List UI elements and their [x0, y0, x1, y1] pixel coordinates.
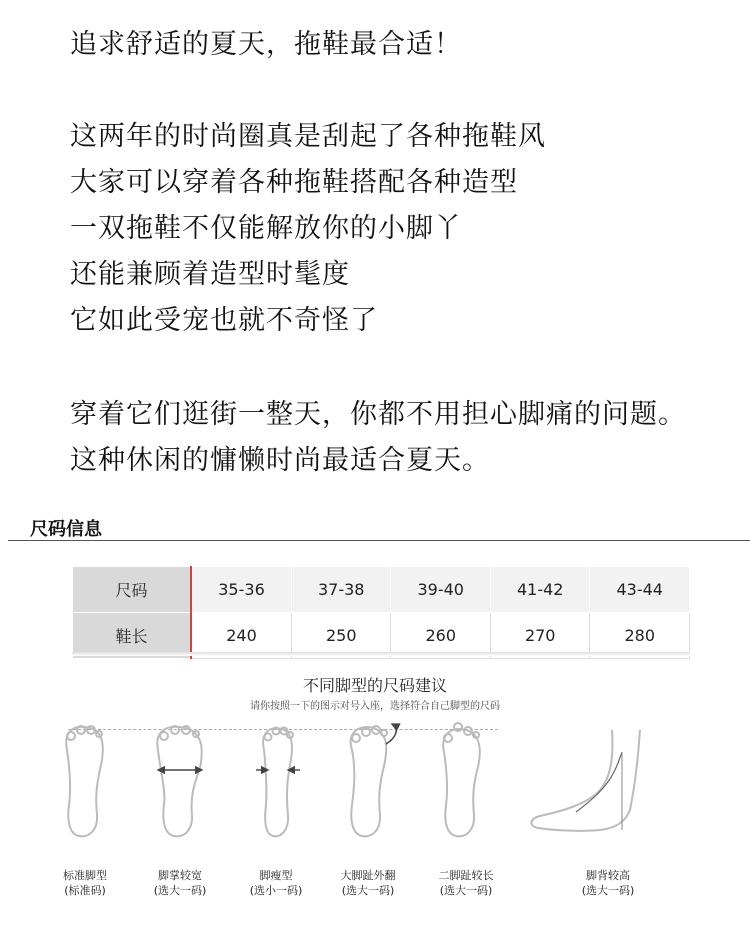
foot-type-advice: (标准码): [64, 884, 106, 897]
table-row: [73, 567, 690, 613]
thin-foot-icon: [263, 728, 293, 837]
table-cell: 39-40: [391, 567, 490, 613]
foot-type-name: 脚瘦型: [259, 869, 293, 882]
foot-caption: [130, 868, 230, 898]
paragraph-line: 这种休闲的慵懒时尚最适合夏天。: [70, 445, 490, 476]
foot-type-advice: (选大一码): [341, 884, 395, 897]
foot-caption: [226, 868, 326, 898]
table-shadow: [72, 652, 690, 656]
paragraph-2: [70, 392, 686, 484]
table-cell: 37-38: [292, 567, 391, 613]
foot-type-advice: (选大一码): [153, 884, 207, 897]
headline: [70, 22, 462, 68]
high-instep-foot-icon: [531, 730, 640, 831]
paragraph-line: 它如此受宠也就不奇怪了: [70, 305, 378, 336]
foot-caption: [416, 868, 516, 898]
table-cell: 280: [590, 613, 690, 659]
foot-caption: [558, 868, 658, 898]
foot-type-advice: (选小一码): [249, 884, 303, 897]
table-cell: 240: [191, 613, 292, 659]
long-second-toe-foot-icon: [443, 723, 480, 836]
row-label: 鞋长: [73, 613, 192, 659]
bunion-foot-icon: [351, 724, 397, 836]
foot-caption: [318, 868, 418, 898]
foot-guide-title: 不同脚型的尺码建议: [302, 676, 447, 695]
paragraph-line: 一双拖鞋不仅能解放你的小脚丫: [70, 213, 462, 244]
paragraph-line: 穿着它们逛街一整天，你都不用担心脚痛的问题。: [70, 399, 686, 430]
row-label: 尺码: [73, 567, 192, 613]
size-table: [72, 566, 690, 659]
foot-type-name: 大脚趾外翻: [340, 869, 396, 882]
paragraph-line: 这两年的时尚圈真是刮起了各种拖鞋风: [70, 121, 546, 152]
foot-type-advice: (选大一码): [439, 884, 493, 897]
foot-illustrations: [0, 720, 750, 865]
foot-type-name: 脚掌较宽: [158, 869, 202, 882]
paragraph-line: 还能兼顾着造型时髦度: [70, 259, 350, 290]
table-cell: 250: [292, 613, 391, 659]
foot-type-name: 脚背较高: [586, 869, 630, 882]
table-cell: 41-42: [490, 567, 589, 613]
wide-foot-icon: [157, 726, 201, 836]
table-cell: 260: [391, 613, 490, 659]
paragraph-line: 大家可以穿着各种拖鞋搭配各种造型: [70, 167, 518, 198]
paragraph-1: [70, 114, 546, 344]
table-cell: 35-36: [191, 567, 292, 613]
section-divider: [8, 540, 750, 541]
table-cell: 270: [490, 613, 589, 659]
foot-guide-subtitle: 请你按照一下的图示对号入座，选择符合自己脚型的尺码: [250, 701, 500, 712]
foot-type-name: 二脚趾较长: [438, 869, 494, 882]
foot-type-advice: (选大一码): [581, 884, 635, 897]
size-section-title: 尺码信息: [30, 519, 102, 540]
foot-caption: [35, 868, 135, 898]
standard-foot-icon: [66, 726, 103, 836]
foot-type-name: 标准脚型: [63, 869, 107, 882]
table-cell: 43-44: [590, 567, 690, 613]
headline-text: 追求舒适的夏天，拖鞋最合适！: [70, 29, 462, 60]
